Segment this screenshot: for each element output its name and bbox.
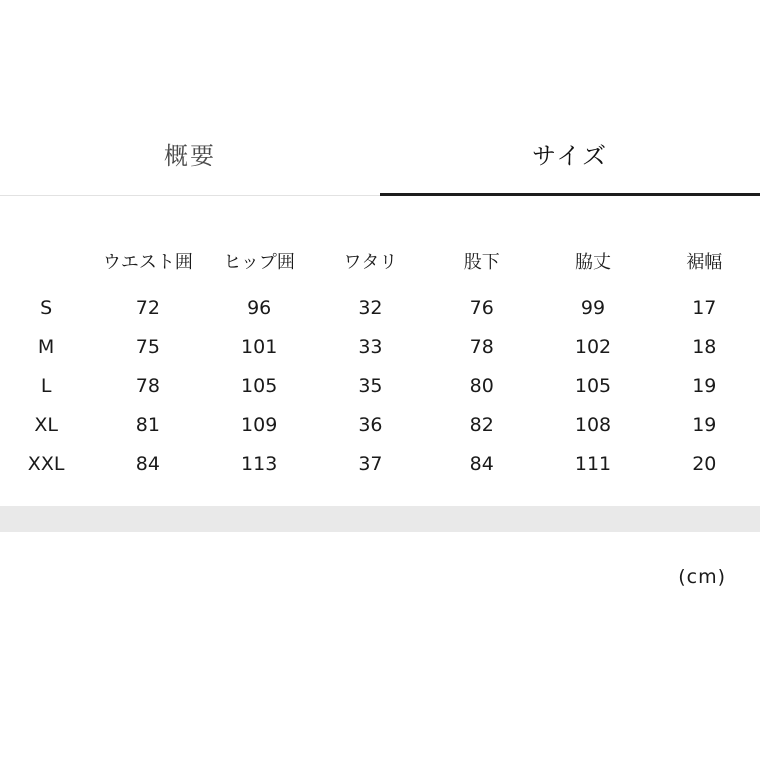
- size-table: [0, 238, 760, 483]
- tab-overview[interactable]: 概要: [0, 136, 380, 196]
- cell-value: 105: [574, 374, 612, 397]
- column-header-outseam: 脇丈: [575, 252, 611, 273]
- cell-value: 18: [692, 335, 717, 358]
- cell-value: 99: [580, 296, 606, 319]
- table-header-row: [0, 238, 760, 288]
- cell-value: 75: [135, 335, 160, 358]
- table-row: [0, 288, 760, 327]
- tab-size[interactable]: サイズ: [380, 136, 760, 196]
- cell-value: 32: [358, 296, 383, 319]
- cell-value: 102: [574, 335, 612, 358]
- cell-value: 19: [692, 413, 717, 436]
- table-row: [0, 444, 760, 483]
- cell-value: 81: [135, 413, 160, 436]
- cell-value: 96: [247, 296, 272, 319]
- cell-value: 72: [135, 296, 160, 319]
- cell-value: 108: [574, 413, 612, 436]
- cell-value: 76: [469, 296, 494, 319]
- cell-value: 82: [469, 413, 494, 436]
- cell-value: 84: [135, 452, 160, 475]
- cell-value: 35: [358, 374, 383, 397]
- unit-note: (cm): [678, 566, 726, 588]
- size-table-body: [0, 288, 760, 483]
- cell-value: 78: [469, 335, 494, 358]
- table-row: [0, 405, 760, 444]
- column-header-thigh: ワタリ: [343, 252, 398, 273]
- cell-value: 78: [135, 374, 160, 397]
- cell-value: 109: [241, 413, 278, 436]
- column-header-inseam: 股下: [463, 252, 500, 273]
- row-header-size: M: [37, 335, 55, 358]
- table-row: [0, 366, 760, 405]
- table-row: [0, 327, 760, 366]
- cell-value: 20: [692, 452, 717, 475]
- separator-band: [0, 506, 760, 532]
- cell-value: 80: [469, 374, 494, 397]
- cell-value: 101: [241, 335, 278, 358]
- cell-value: 113: [241, 452, 278, 475]
- cell-value: 37: [358, 452, 383, 475]
- row-header-size: XXL: [27, 452, 65, 475]
- column-header-hip: ヒップ囲: [223, 252, 295, 273]
- cell-value: 19: [692, 374, 717, 397]
- row-header-size: S: [40, 296, 53, 319]
- cell-value: 111: [574, 452, 612, 475]
- size-table-head: [0, 238, 760, 288]
- cell-value: 36: [358, 413, 383, 436]
- cell-value: 105: [241, 374, 278, 397]
- cell-value: 84: [469, 452, 494, 475]
- column-header-waist: ウエスト囲: [102, 252, 193, 273]
- cell-value: 17: [692, 296, 717, 319]
- row-header-size: L: [40, 374, 52, 397]
- tab-bar: [0, 136, 760, 196]
- column-header-hem: 裾幅: [686, 252, 723, 273]
- cell-value: 33: [358, 335, 383, 358]
- table-corner-cell: [0, 238, 92, 288]
- row-header-size: XL: [34, 413, 58, 436]
